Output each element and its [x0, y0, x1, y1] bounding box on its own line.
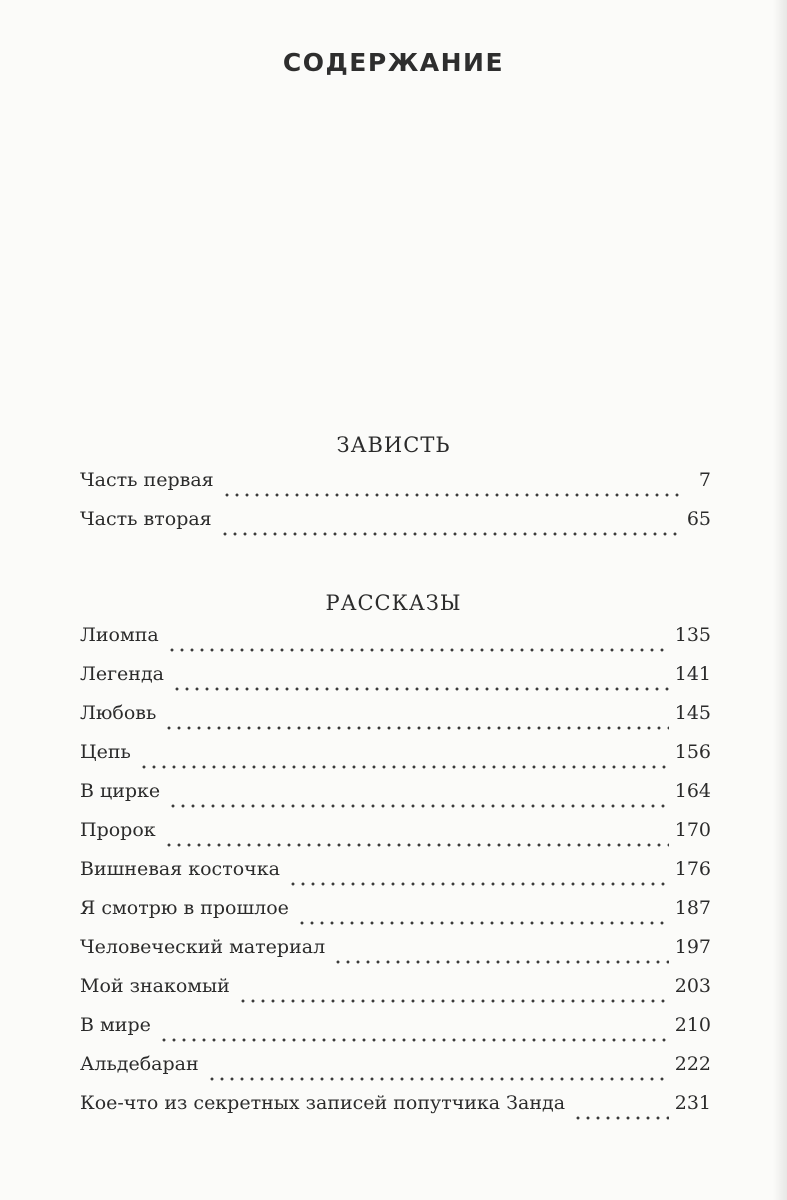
- toc-entry-title: Цепь: [80, 741, 131, 763]
- toc-entry-page: 141: [674, 663, 711, 685]
- dot-leader: [297, 921, 669, 925]
- toc-entry-title: Легенда: [80, 663, 164, 685]
- toc-entry[interactable]: [80, 819, 711, 858]
- dot-leader: [164, 726, 668, 730]
- toc-entry-title: Человеческий материал: [80, 936, 326, 958]
- toc-entry[interactable]: [80, 508, 711, 547]
- dot-leader: [168, 804, 669, 808]
- toc-entry-page: 65: [686, 508, 711, 530]
- toc-entry-page: 210: [674, 1014, 711, 1036]
- toc-entry-title: Вишневая косточка: [80, 858, 280, 880]
- toc-entry-title: В мире: [80, 1014, 151, 1036]
- toc-entry[interactable]: [80, 469, 711, 508]
- toc-entry-page: 203: [674, 975, 711, 997]
- toc-entry[interactable]: [80, 975, 711, 1014]
- toc-list-zavist: [80, 469, 711, 547]
- toc-entry-title: Мой знакомый: [80, 975, 230, 997]
- toc-entry[interactable]: [80, 741, 711, 780]
- dot-leader: [573, 1116, 669, 1120]
- dot-leader: [207, 1077, 669, 1081]
- page-title: СОДЕРЖАНИЕ: [282, 48, 505, 77]
- toc-entry-title: Я смотрю в прошлое: [80, 897, 289, 919]
- toc-entry[interactable]: [80, 702, 711, 741]
- dot-leader: [222, 493, 681, 497]
- toc-entry-title: Альдебаран: [80, 1053, 199, 1075]
- toc-entry-title: Часть вторая: [80, 508, 212, 530]
- toc-entry[interactable]: [80, 780, 711, 819]
- toc-entry-page: 135: [674, 624, 711, 646]
- toc-entry-page: 164: [674, 780, 711, 802]
- toc-entry[interactable]: [80, 936, 711, 975]
- dot-leader: [288, 882, 669, 886]
- toc-entry-page: 7: [698, 469, 711, 491]
- toc-entry-page: 170: [674, 819, 711, 841]
- toc-entry[interactable]: [80, 1092, 711, 1131]
- toc-entry-page: 156: [674, 741, 711, 763]
- dot-leader: [159, 1038, 669, 1042]
- toc-entry-page: 187: [674, 897, 711, 919]
- toc-entry-title: Лиомпа: [80, 624, 159, 646]
- dot-leader: [164, 843, 669, 847]
- toc-entry[interactable]: [80, 1014, 711, 1053]
- toc-entry-page: 145: [674, 702, 711, 724]
- toc-entry[interactable]: [80, 897, 711, 936]
- toc-entry-page: 231: [674, 1092, 711, 1114]
- dot-leader: [220, 532, 681, 536]
- toc-entry-title: Любовь: [80, 702, 157, 724]
- toc-entry[interactable]: [80, 858, 711, 897]
- dot-leader: [238, 999, 669, 1003]
- toc-list-rasskazy: [80, 624, 711, 1131]
- section-heading-rasskazy: РАССКАЗЫ: [325, 591, 462, 615]
- toc-entry-page: 197: [674, 936, 711, 958]
- page-edge-shadow: [773, 0, 787, 1200]
- toc-entry-page: 176: [674, 858, 711, 880]
- toc-entry-title: Часть первая: [80, 469, 214, 491]
- dot-leader: [333, 960, 669, 964]
- toc-entry[interactable]: [80, 624, 711, 663]
- toc-entry-title: Кое-что из секретных записей попутчика Занда: [80, 1092, 566, 1114]
- section-heading-zavist: ЗАВИСТЬ: [336, 433, 451, 457]
- dot-leader: [139, 765, 669, 769]
- toc-entry[interactable]: [80, 663, 711, 702]
- dot-leader: [167, 648, 669, 652]
- toc-entry-title: Пророк: [80, 819, 156, 841]
- dot-leader: [172, 687, 669, 691]
- toc-entry-title: В цирке: [80, 780, 161, 802]
- toc-entry[interactable]: [80, 1053, 711, 1092]
- toc-entry-page: 222: [674, 1053, 711, 1075]
